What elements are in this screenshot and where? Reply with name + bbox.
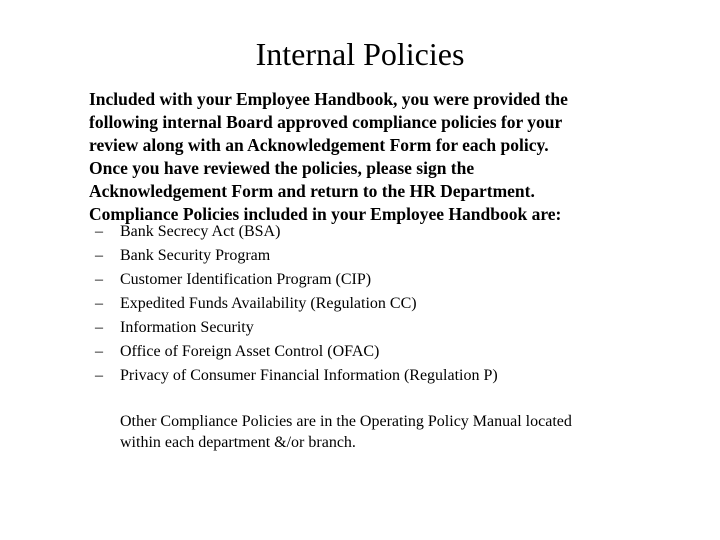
dash-bullet: – bbox=[95, 295, 103, 312]
intro-line: review along with an Acknowledgement Form for each policy. bbox=[89, 135, 549, 155]
intro-line: Compliance Policies included in your Employee Handbook are: bbox=[89, 204, 562, 224]
intro-line: Once you have reviewed the policies, please sign the bbox=[89, 158, 475, 178]
policy-name: Customer Identification Program (CIP) bbox=[120, 271, 372, 288]
policy-name: Privacy of Consumer Financial Information (Regulation P) bbox=[120, 367, 498, 384]
dash-bullet: – bbox=[95, 367, 103, 384]
dash-bullet: – bbox=[95, 319, 103, 336]
dash-bullet: – bbox=[95, 271, 103, 288]
dash-bullet: – bbox=[95, 247, 103, 264]
intro-line: following internal Board approved compliance policies for your bbox=[89, 112, 563, 132]
policy-name: Office of Foreign Asset Control (OFAC) bbox=[120, 343, 380, 360]
intro-line: Acknowledgement Form and return to the HR Department. bbox=[89, 181, 535, 201]
policy-name: Bank Security Program bbox=[120, 247, 271, 264]
dash-bullet: – bbox=[95, 223, 103, 240]
intro-line: Included with your Employee Handbook, you were provided the bbox=[89, 89, 568, 109]
policy-name: Bank Secrecy Act (BSA) bbox=[120, 223, 281, 240]
note-line: within each department &/or branch. bbox=[120, 434, 356, 451]
closing-note bbox=[120, 411, 680, 453]
dash-bullet: – bbox=[95, 343, 103, 360]
policy-name: Information Security bbox=[120, 319, 254, 336]
policy-name: Expedited Funds Availability (Regulation CC) bbox=[120, 295, 417, 312]
note-line: Other Compliance Policies are in the Operating Policy Manual located bbox=[120, 413, 572, 430]
slide-title: Internal Policies bbox=[255, 36, 465, 72]
intro-paragraph bbox=[89, 88, 689, 226]
